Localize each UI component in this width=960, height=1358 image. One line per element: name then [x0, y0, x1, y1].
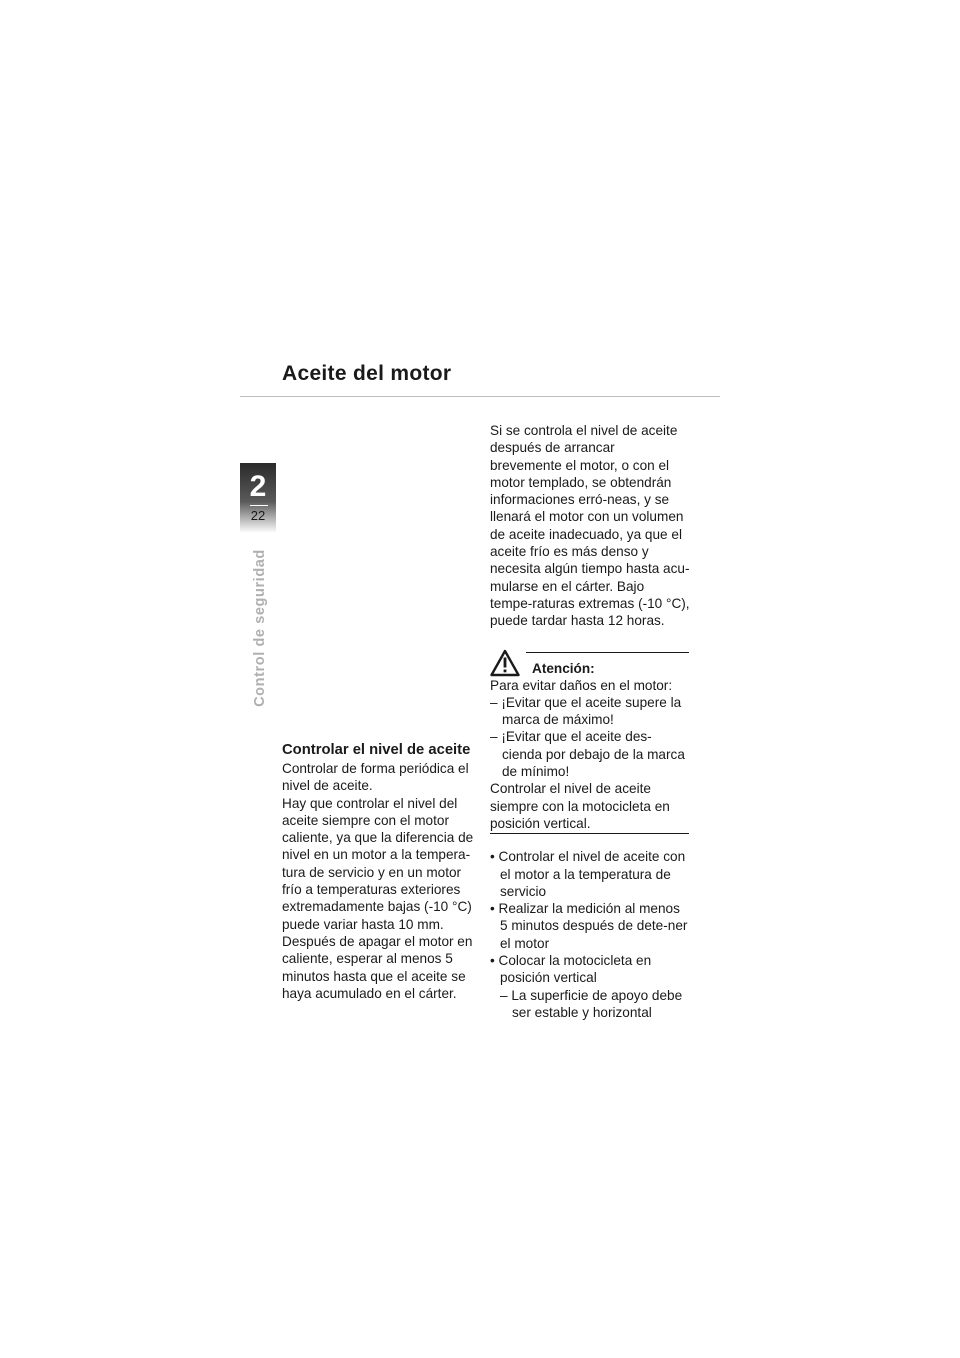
steps-list [490, 848, 690, 1021]
warning-bottom-rule [490, 833, 689, 834]
paragraph-periodic-check: Controlar de forma periódica el nivel de aceite. [282, 761, 469, 794]
list-item: • Colocar la motocicleta en posición vertical [490, 953, 652, 986]
warning-item-max: – ¡Evitar que el aceite supere la marca de máximo! [490, 694, 682, 728]
warning-box [490, 652, 690, 835]
paragraph-wrong-readings: Si se controla el nivel de aceite después de arrancar brevemente el motor, o con el motor templado, se obtendrán informaciones erró-neas, y se llenará el motor con un volumen de aceite inadecuado, ya que el aceite frío es más denso y necesita algún tiempo hasta acu-mularse en el cárter. Bajo tempe-raturas extremas (-10 °C), puede tardar hasta 12 horas. [490, 423, 690, 629]
warning-triangle-icon [490, 649, 520, 677]
subheading-check-oil-level: Controlar el nivel de aceite [282, 742, 471, 758]
chapter-number: 2 [249, 470, 267, 503]
list-item: • Realizar la medición al menos 5 minutos después de dete-ner el motor [490, 901, 688, 951]
paragraph-wait-time: Después de apagar el motor en caliente, esperar al menos 5 minutos hasta que el aceite se haya acumulado en el cárter. [282, 933, 473, 1001]
sub-list-item: – La superficie de apoyo debe ser estable y horizontal [500, 987, 683, 1020]
warning-item-min: – ¡Evitar que el aceite des-cienda por debajo de la marca de mínimo! [490, 729, 685, 780]
chapter-divider [250, 505, 268, 506]
left-column [282, 740, 478, 1002]
warning-closing: Controlar el nivel de aceite siempre con la motocicleta en posición vertical. [490, 781, 670, 831]
paragraph-warm-engine: Hay que controlar el nivel del aceite siempre con el motor caliente, ya que la diferencia de nivel en un motor a la tempera-tura de servicio y en un motor frío a temperaturas exteriores extremadamente bajas (-10 °C) puede variar hasta 10 mm. [282, 795, 474, 932]
section-title: Aceite del motor [282, 362, 452, 385]
header-divider [240, 396, 720, 397]
warning-header [490, 649, 690, 677]
right-column [490, 422, 690, 1021]
page-number: 22 [250, 508, 266, 523]
warning-title: Atención: [532, 660, 595, 676]
warning-lead: Para evitar daños en el motor: [490, 677, 673, 693]
list-item: • Controlar el nivel de aceite con el motor a la temperatura de servicio [490, 849, 686, 899]
chapter-side-label: Control de seguridad [252, 549, 268, 707]
